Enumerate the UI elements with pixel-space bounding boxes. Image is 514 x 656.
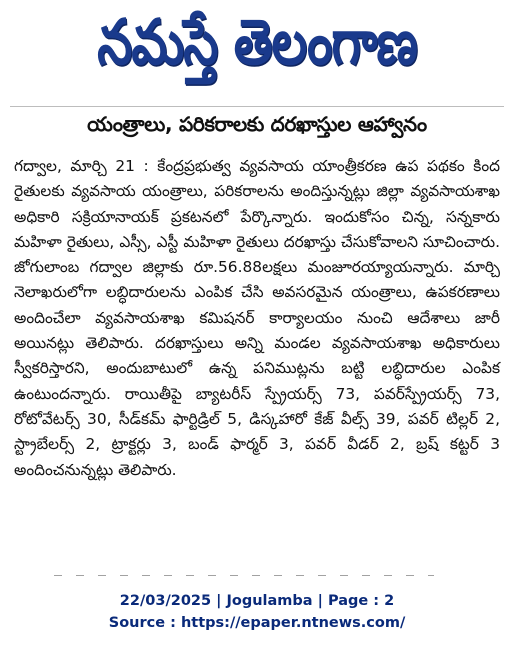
divider: [10, 106, 504, 107]
source-footer: [0, 590, 514, 634]
edition-info: 22/03/2025 | Jogulamba | Page : 2: [119, 593, 395, 609]
cropped-next-line: [54, 575, 434, 576]
article-headline: యంత్రాలు, పరికరాలకు దరఖాస్తుల ఆహ్వానం: [87, 112, 427, 136]
source-link[interactable]: Source : https://epaper.ntnews.com/: [108, 615, 406, 631]
article-body: గద్వాల, మార్చి 21 : కేంద్రప్రభుత్వ వ్యవసాయ యాంత్రీకరణ ఉప పథకం కింద రైతులకు వ్యవసాయ యంత్రాలు, పరికరాలను అందిస్తున్నట్లు జిల్లా వ్యవసాయశాఖ అధికారి సక్రియానాయక్ ప్రకటనలో పేర్కొన్నారు. ఇందుకోసం చిన్న, సన్నకారు మహిళా రైతులు, ఎస్సీ, ఎస్టీ మహిళా రైతులు దరఖాస్తు చేసుకోవాలని సూచించారు. జోగులాంబ గద్వాల జిల్లాకు రూ.56.88లక్షలు మంజూరయ్యాయన్నారు. మార్చి నెలాఖరులోగా లబ్ధిదారులను ఎంపిక చేసి అవసరమైన యంత్రాలు, ఉపకరణాలు అందించేలా వ్యవసాయశాఖ కమిషనర్ కార్యాలయం నుంచి ఆదేశాలు జారీ అయినట్లు తెలిపారు. దరఖాస్తులు అన్ని మండల వ్యవసాయశాఖ అధికారులు స్వీకరిస్తారని, అందుబాటులో ఉన్న పనిముట్లను బట్టి లబ్ధిదారుల ఎంపిక ఉంటుందన్నారు. రాయితీపై బ్యాటరీస్ స్ప్రేయర్స్ 73, పవర్‌స్ప్రేయర్స్ 73, రోటోవేటర్స్ 30, సీడ్‌కమ్ ఫార్టిడ్రిల్ 5, డిస్కహారో కేజ్ వీల్స్ 39, పవర్ టిల్లర్ 2, స్ట్రాబేలర్స్ 2, ట్రాక్టర్లు 3, బండ్ ఫార్మర్ 3, పవర్ వీడర్ 2, బ్రష్ కట్టర్ 3 అందించనున్నట్లు తెలిపారు.: [14, 157, 500, 479]
newspaper-clipping: [10, 8, 504, 576]
masthead-title: నమస్తే తెలంగాణ: [97, 8, 417, 79]
masthead-logo: [60, 10, 454, 90]
